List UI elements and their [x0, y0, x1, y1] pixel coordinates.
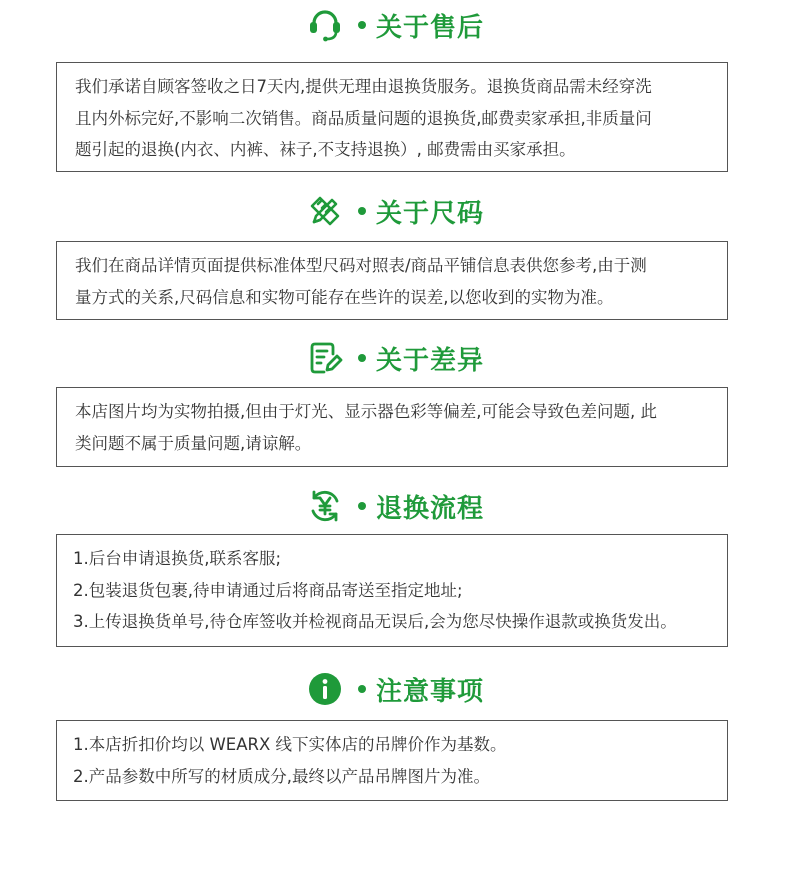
- after-sales-box: [56, 62, 728, 172]
- notes-box: [56, 720, 728, 801]
- section-title: 关于售后: [375, 12, 484, 43]
- headset-icon: [306, 6, 344, 44]
- section-heading-return-process: [0, 486, 790, 526]
- text-line: 我们承诺自顾客签收之日7天内,提供无理由退换货服务。退换货商品需未经穿洗: [75, 77, 652, 96]
- text-line: 2.产品参数中所写的材质成分,最终以产品吊牌图片为准。: [73, 766, 490, 786]
- heading-dot: [358, 502, 366, 510]
- section-heading-differences: [0, 338, 790, 378]
- heading-dot: [358, 207, 366, 215]
- section-title: 关于尺码: [375, 198, 484, 229]
- section-title: 退换流程: [375, 493, 484, 524]
- section-title: 注意事项: [375, 676, 484, 707]
- section-heading-sizes: [0, 191, 790, 231]
- text-line: 量方式的关系,尺码信息和实物可能存在些许的误差,以您收到的实物为准。: [75, 287, 614, 307]
- section-heading-notes: [0, 669, 790, 709]
- text-line: 类问题不属于质量问题,请谅解。: [75, 433, 312, 453]
- ruler-pencil-icon: [306, 192, 344, 230]
- heading-dot: [358, 685, 366, 693]
- heading-dot: [358, 354, 366, 362]
- text-line: 本店图片均为实物拍摄,但由于灯光、显示器色彩等偏差,可能会导致色差问题, 此: [75, 402, 657, 421]
- return-process-box: [56, 534, 728, 647]
- text-line: 且内外标完好,不影响二次销售。商品质量问题的退换货,邮费卖家承担,非质量问: [75, 108, 652, 128]
- info-icon: [306, 670, 344, 708]
- sizes-box: [56, 241, 728, 320]
- yen-refresh-icon: [306, 487, 344, 525]
- text-line: 1.本店折扣价均以 WEARX 线下实体店的吊牌价作为基数。: [73, 735, 507, 754]
- text-line: 1.后台申请退换货,联系客服;: [73, 549, 282, 568]
- text-line: 2.包装退货包裹,待申请通过后将商品寄送至指定地址;: [73, 580, 463, 600]
- section-heading-after-sales: [0, 5, 790, 45]
- text-line: 3.上传退换货单号,待仓库签收并检视商品无误后,会为您尽快操作退款或换货发出。: [73, 612, 677, 631]
- document-edit-icon: [306, 339, 344, 377]
- text-line: 题引起的退换(内衣、内裤、袜子,不支持退换）, 邮费需由买家承担。: [75, 140, 576, 159]
- differences-box: [56, 387, 728, 467]
- text-line: 我们在商品详情页面提供标准体型尺码对照表/商品平铺信息表供您参考,由于测: [75, 256, 647, 275]
- heading-dot: [358, 21, 366, 29]
- section-title: 关于差异: [375, 345, 484, 376]
